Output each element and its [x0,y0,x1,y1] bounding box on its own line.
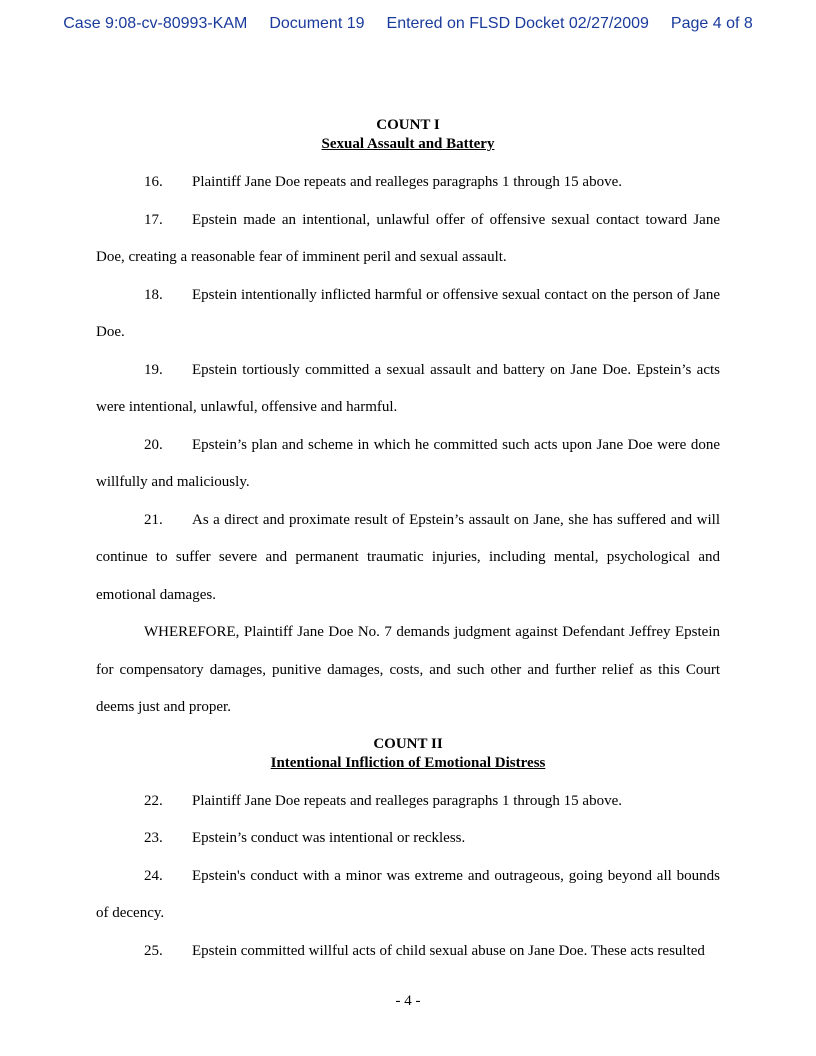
paragraph-17 [96,202,720,277]
docket-entry-date: Entered on FLSD Docket 02/27/2009 [386,15,649,32]
paragraph-text: Plaintiff Jane Doe repeats and realleges paragraphs 1 through 15 above. [192,174,622,190]
count-one-heading [96,116,720,154]
paragraph-text: Epstein made an intentional, unlawful offer of offensive sexual contact toward Jane Doe, creating a reasonable fear of imminent peril and sexual assault. [96,211,720,265]
paragraph-number: 23. [144,830,163,846]
paragraph-text: Epstein intentionally inflicted harmful or offensive sexual contact on the person of Jane Doe. [96,286,720,340]
paragraph-23 [96,820,720,858]
document-body [96,116,720,970]
paragraph-number: 19. [144,361,163,378]
paragraph-19 [96,352,720,427]
paragraph-25 [96,933,720,971]
count-one-subtitle: Sexual Assault and Battery [321,136,495,152]
paragraph-22 [96,783,720,821]
paragraph-text: Epstein’s plan and scheme in which he committed such acts upon Jane Doe were done willfully and maliciously. [96,436,720,490]
paragraph-18 [96,277,720,352]
paragraph-text: Epstein's conduct with a minor was extreme and outrageous, going beyond all bounds of decency. [96,867,720,921]
page-number: - 4 - [395,993,421,1009]
count-one-title: COUNT I [376,117,440,133]
paragraph-number: 24. [144,867,163,884]
paragraph-text: Epstein’s conduct was intentional or reckless. [192,830,466,846]
paragraph-21 [96,502,720,615]
paragraph-text: Epstein committed willful acts of child sexual abuse on Jane Doe. These acts resulted [192,942,705,959]
paragraph-16 [96,164,720,202]
paragraph-number: 25. [144,942,163,959]
paragraph-text: Plaintiff Jane Doe repeats and realleges paragraphs 1 through 15 above. [192,792,622,809]
wherefore-clause: WHEREFORE, Plaintiff Jane Doe No. 7 demands judgment against Defendant Jeffrey Epstein for compensatory damages, punitive damages, costs, and such other and further relief as this Court deems just and proper. [96,624,720,715]
paragraph-text: As a direct and proximate result of Epstein’s assault on Jane, she has suffered and will continue to suffer severe and permanent traumatic injuries, including mental, psychological and emotional damages. [96,511,720,603]
paragraph-20 [96,427,720,502]
page-indicator: Page 4 of 8 [670,15,753,32]
paragraph-number: 21. [144,511,163,528]
count-two-subtitle: Intentional Infliction of Emotional Distress [270,754,546,771]
count-two-heading [96,735,720,773]
count-two-title: COUNT II [373,735,443,752]
paragraph-number: 18. [144,286,163,303]
paragraph-number: 17. [144,211,163,228]
paragraph-number: 16. [144,174,163,190]
document-number: Document 19 [269,15,365,32]
paragraph-number: 20. [144,436,163,453]
paragraph-24 [96,858,720,933]
case-number: Case 9:08-cv-80993-KAM [63,15,248,32]
paragraph-text: Epstein tortiously committed a sexual assault and battery on Jane Doe. Epstein’s acts were intentional, unlawful, offensive and harmful. [96,361,720,415]
docket-header [0,15,816,33]
paragraph-number: 22. [144,792,163,809]
